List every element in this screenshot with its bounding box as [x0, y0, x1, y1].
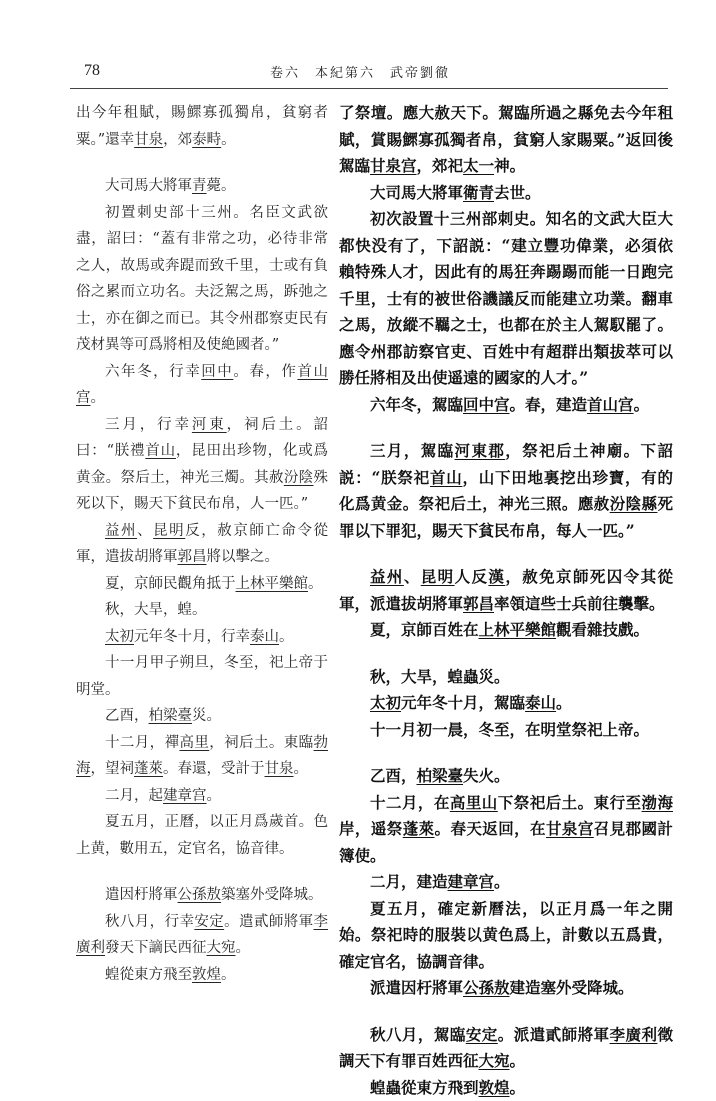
- text-run: 二月，起: [105, 788, 163, 804]
- proper-name: 上林: [479, 620, 510, 639]
- proper-name: 高里山: [450, 793, 498, 812]
- text-run: 遣因杅將軍: [105, 887, 178, 903]
- text-run: ，赦免京師死囚令其從軍，派遣拔胡將軍: [339, 567, 673, 613]
- paragraph: [76, 412, 328, 518]
- text-run: ，祠后土。東臨: [209, 735, 313, 751]
- paragraph: [339, 763, 673, 790]
- text-run: 夏五月，確定新曆法，以正月爲一年之開始。祭祀時的服裝以黄色爲上，計數以五爲貴，確定官名，協調音律。: [339, 899, 673, 971]
- proper-name: 甘泉宫: [546, 819, 594, 838]
- text-run: 災。: [192, 708, 221, 724]
- paragraph: [339, 896, 673, 976]
- paragraph: [76, 703, 328, 730]
- proper-name: 汾陰: [284, 470, 314, 486]
- text-run: 三月，行幸: [105, 417, 192, 433]
- text-run: ，山下田地裏挖出珍寶，有的化爲黄金。祭祀后土，神光三照。應赦: [339, 468, 673, 514]
- text-run: 。: [294, 761, 309, 777]
- paragraph: [339, 975, 673, 1002]
- text-run: 築塞外受降城。: [221, 887, 323, 903]
- text-run: ，郊祀: [417, 156, 464, 175]
- text-run: 十一月初一晨，冬至，在明堂祭祀上帝。: [370, 720, 649, 739]
- text-run: 。: [510, 1051, 526, 1070]
- text-run: 觀看雜技戲。: [556, 620, 649, 639]
- proper-name: 青: [192, 178, 207, 194]
- paragraph: [339, 206, 673, 392]
- proper-name: 公孫敖: [463, 978, 510, 997]
- text-run: 。: [634, 395, 650, 414]
- text-run: 大司馬大將軍: [105, 178, 192, 194]
- paragraph: [339, 1075, 673, 1101]
- text-run: 下祭祀后土。東行至: [498, 793, 642, 812]
- proper-name: 回中: [201, 364, 233, 380]
- proper-name: 敦煌: [479, 1078, 510, 1097]
- paragraph-gap: [339, 743, 673, 763]
- paragraph: [76, 909, 328, 962]
- text-run: 。: [221, 132, 236, 148]
- proper-name: 安定: [194, 914, 224, 930]
- proper-name: 平樂館: [510, 620, 557, 639]
- proper-name: 渤海: [642, 793, 673, 812]
- text-run: 神。: [494, 156, 525, 175]
- paragraph: [76, 962, 328, 989]
- paragraph: [339, 790, 673, 870]
- text-run: 乙酉，: [370, 766, 417, 785]
- text-run: 去世。: [494, 183, 541, 202]
- proper-name: 衛青: [463, 183, 494, 202]
- text-run: 徵調天下有罪百姓西征: [339, 1025, 673, 1071]
- proper-name: 汾陰縣: [610, 494, 658, 513]
- paragraph: [339, 1022, 673, 1075]
- paragraph: [76, 571, 328, 598]
- proper-name: 首山宫: [587, 395, 634, 414]
- proper-name: 安定: [466, 1025, 498, 1044]
- proper-name: 漢: [488, 567, 505, 586]
- text-run: 。: [279, 629, 294, 645]
- text-run: 殊死以下，賜天下貧民布帛，人一匹。”: [76, 470, 328, 513]
- text-run: 薨。: [207, 178, 236, 194]
- proper-name: 大宛: [479, 1051, 510, 1070]
- paragraph: [339, 690, 673, 717]
- proper-name: 回中宫: [463, 395, 510, 414]
- paragraph-gap: [76, 153, 328, 173]
- text-run: 。春，作: [233, 364, 297, 380]
- text-run: 出今年租賦，賜鰥寡孤獨帛，貧窮者粟。”還幸: [76, 105, 328, 148]
- paragraph: [76, 200, 328, 359]
- text-run: 。: [221, 967, 236, 983]
- text-run: ，昆田出珍物，化或爲黄金。祭后土，神光三燭。其赦: [76, 443, 328, 486]
- text-run: 。: [510, 1078, 526, 1097]
- proper-name: 平樂館: [265, 576, 309, 592]
- text-run: 十二月，禪: [105, 735, 179, 751]
- text-run: 。春，建造: [510, 395, 588, 414]
- proper-name: 甘泉: [265, 761, 294, 777]
- text-run: 。: [91, 390, 106, 406]
- text-run: 失火。: [463, 766, 510, 785]
- proper-name: 首山: [430, 468, 463, 487]
- paragraph: [339, 100, 673, 180]
- text-run: 。春天返回，在: [435, 819, 546, 838]
- proper-name: 太初: [370, 693, 401, 712]
- paragraph: [76, 730, 328, 783]
- text-run: 蝗從東方飛至: [105, 967, 192, 983]
- paragraph: [76, 359, 328, 412]
- text-run: ，郊: [163, 132, 192, 148]
- paragraph: [76, 518, 328, 571]
- text-run: 初置刺史部十三州。名臣文武欲盡，詔曰：“蓋有非常之功，必待非常之人，故馬或奔踶而致千里，士或有負俗之累而立功名。夫泛駕之馬，跅弛之士，亦在御之而已。其令州郡察吏民有茂材異等可爲將相及使絶國者。”: [76, 205, 328, 354]
- text-run: 反，赦京師亡命令從軍，遣拔胡將軍: [76, 523, 328, 566]
- proper-name: 柏梁臺: [149, 708, 193, 724]
- text-run: 派遣因杅將軍: [370, 978, 463, 997]
- proper-name: 昆明: [421, 567, 455, 586]
- text-run: 岸，遥祭: [339, 819, 403, 838]
- text-run: 召見郡國計簿使。: [339, 819, 673, 865]
- proper-name: 首山: [145, 443, 176, 459]
- proper-name: 首山宫: [76, 364, 328, 407]
- text-run: 。派遣貳師將軍: [498, 1025, 610, 1044]
- text-run: 人反: [455, 567, 489, 586]
- text-run: 。: [207, 788, 222, 804]
- proper-name: 泰山: [250, 629, 279, 645]
- paragraph: [76, 624, 328, 651]
- proper-name: 泰山: [525, 693, 556, 712]
- text-run: 六年冬，駕臨: [370, 395, 463, 414]
- paragraph: [339, 438, 673, 544]
- paragraph: [339, 869, 673, 896]
- text-run: 將以擊之。: [207, 549, 280, 565]
- proper-name: 建章宫: [163, 788, 207, 804]
- proper-name: 河東: [192, 417, 227, 433]
- proper-name: 蓬萊: [134, 761, 163, 777]
- text-run: ，望祠: [91, 761, 135, 777]
- proper-name: 郭昌: [463, 594, 494, 613]
- classical-text-column: [76, 100, 328, 920]
- translation-text-column: [339, 100, 673, 920]
- proper-name: 李廣利: [76, 914, 328, 957]
- text-run: 二月，建造: [370, 872, 448, 891]
- text-run: 。: [494, 872, 510, 891]
- proper-name: 公孫敖: [178, 887, 222, 903]
- paragraph: [76, 100, 328, 153]
- paragraph-gap: [339, 418, 673, 438]
- text-run: 。遣貳師將軍: [224, 914, 313, 930]
- paragraph: [339, 717, 673, 744]
- text-run: 。: [556, 693, 572, 712]
- proper-name: 益州: [105, 523, 137, 539]
- text-run: 秋，大旱，蝗。: [105, 602, 207, 618]
- text-run: 三月，駕臨: [370, 441, 455, 460]
- text-run: 率領這些士兵前往襲擊。: [494, 594, 665, 613]
- text-run: 初次設置十三州部刺史。知名的文武大臣大都快没有了，下詔説：“建立豐功偉業，必須依賴特殊人才，因此有的馬狂奔踢踢而能一日跑完千里，士有的被世俗譏議反而能建立功業。翻車之馬，放縱不羈之士，也都在於主人駕馭罷了。應令州郡訪察官吏、百姓中有超群出類拔萃可以勝任將相及出使遥遠的國家的人才。”: [339, 209, 673, 387]
- text-run: 十二月，在: [370, 793, 450, 812]
- text-run: 死罪以下罪犯，賜天下貧民布帛，每人一匹。”: [339, 494, 673, 540]
- proper-name: 昆明: [153, 523, 185, 539]
- page-number: 78: [84, 62, 100, 80]
- paragraph: [76, 783, 328, 810]
- proper-name: 上林: [236, 576, 265, 592]
- running-head: 卷六 本紀第六 武帝劉徹: [270, 62, 450, 81]
- proper-name: 李廣利: [610, 1025, 658, 1044]
- text-run: 六年冬，行幸: [105, 364, 201, 380]
- text-run: 建造塞外受降城。: [510, 978, 634, 997]
- header-rule: [70, 88, 668, 89]
- paragraph: [76, 650, 328, 703]
- text-run: 秋八月，駕臨: [370, 1025, 466, 1044]
- proper-name: 郭昌: [178, 549, 207, 565]
- text-run: 大司馬大將軍: [370, 183, 463, 202]
- paragraph: [339, 617, 673, 644]
- text-run: 。: [236, 940, 251, 956]
- text-run: 。春還，受計于: [163, 761, 265, 777]
- proper-name: 太初: [105, 629, 134, 645]
- text-run: 秋，大旱，蝗蟲災。: [370, 667, 510, 686]
- text-run: 十一月甲子朔旦，冬至，祀上帝于明堂。: [76, 655, 328, 698]
- paragraph: [339, 392, 673, 419]
- paragraph-gap: [339, 644, 673, 664]
- proper-name: 河東郡: [455, 441, 506, 460]
- text-run: ，祭祀后土神廟。下詔説：“朕祭祀: [339, 441, 673, 487]
- text-run: 元年冬十月，行幸: [134, 629, 250, 645]
- proper-name: 勃海: [76, 735, 328, 778]
- proper-name: 敦煌: [192, 967, 221, 983]
- proper-name: 泰畤: [192, 132, 221, 148]
- paragraph: [76, 597, 328, 624]
- text-run: 夏，京師民觀角抵于: [105, 576, 236, 592]
- text-run: 乙酉，: [105, 708, 149, 724]
- text-run: 元年冬十月，駕臨: [401, 693, 525, 712]
- paragraph: [76, 882, 328, 909]
- paragraph: [339, 664, 673, 691]
- proper-name: 甘泉: [134, 132, 163, 148]
- paragraph: [76, 809, 328, 862]
- text-run: 、: [404, 567, 421, 586]
- proper-name: 甘泉宫: [370, 156, 417, 175]
- paragraph-gap: [339, 1002, 673, 1022]
- paragraph-gap: [339, 544, 673, 564]
- text-run: 發天下謫民西征: [105, 940, 207, 956]
- text-run: 夏，京師百姓在: [370, 620, 479, 639]
- text-run: 蝗蟲從東方飛到: [370, 1078, 479, 1097]
- text-run: 夏五月，正曆，以正月爲歲首。色上黄，數用五，定官名，協音律。: [76, 814, 328, 857]
- page-header: [70, 58, 670, 88]
- paragraph-gap: [76, 862, 328, 882]
- paragraph: [76, 173, 328, 200]
- proper-name: 高里: [179, 735, 209, 751]
- text-run: 了祭壇。應大赦天下。駕臨所過之縣免去今年租賦，賞賜鰥寡孤獨者帛，貧窮人家賜粟。”返回後駕臨: [339, 103, 673, 175]
- text-run: 、: [137, 523, 153, 539]
- proper-name: 蓬萊: [403, 819, 435, 838]
- proper-name: 益州: [370, 567, 404, 586]
- paragraph: [339, 180, 673, 207]
- text-run: 。: [308, 576, 323, 592]
- proper-name: 太一: [463, 156, 494, 175]
- proper-name: 大宛: [207, 940, 236, 956]
- text-run: 秋八月，行幸: [105, 914, 194, 930]
- paragraph: [339, 564, 673, 617]
- text-run: ，祠后土。詔曰：“朕禮: [76, 417, 328, 460]
- proper-name: 柏梁臺: [417, 766, 464, 785]
- proper-name: 建章宫: [448, 872, 495, 891]
